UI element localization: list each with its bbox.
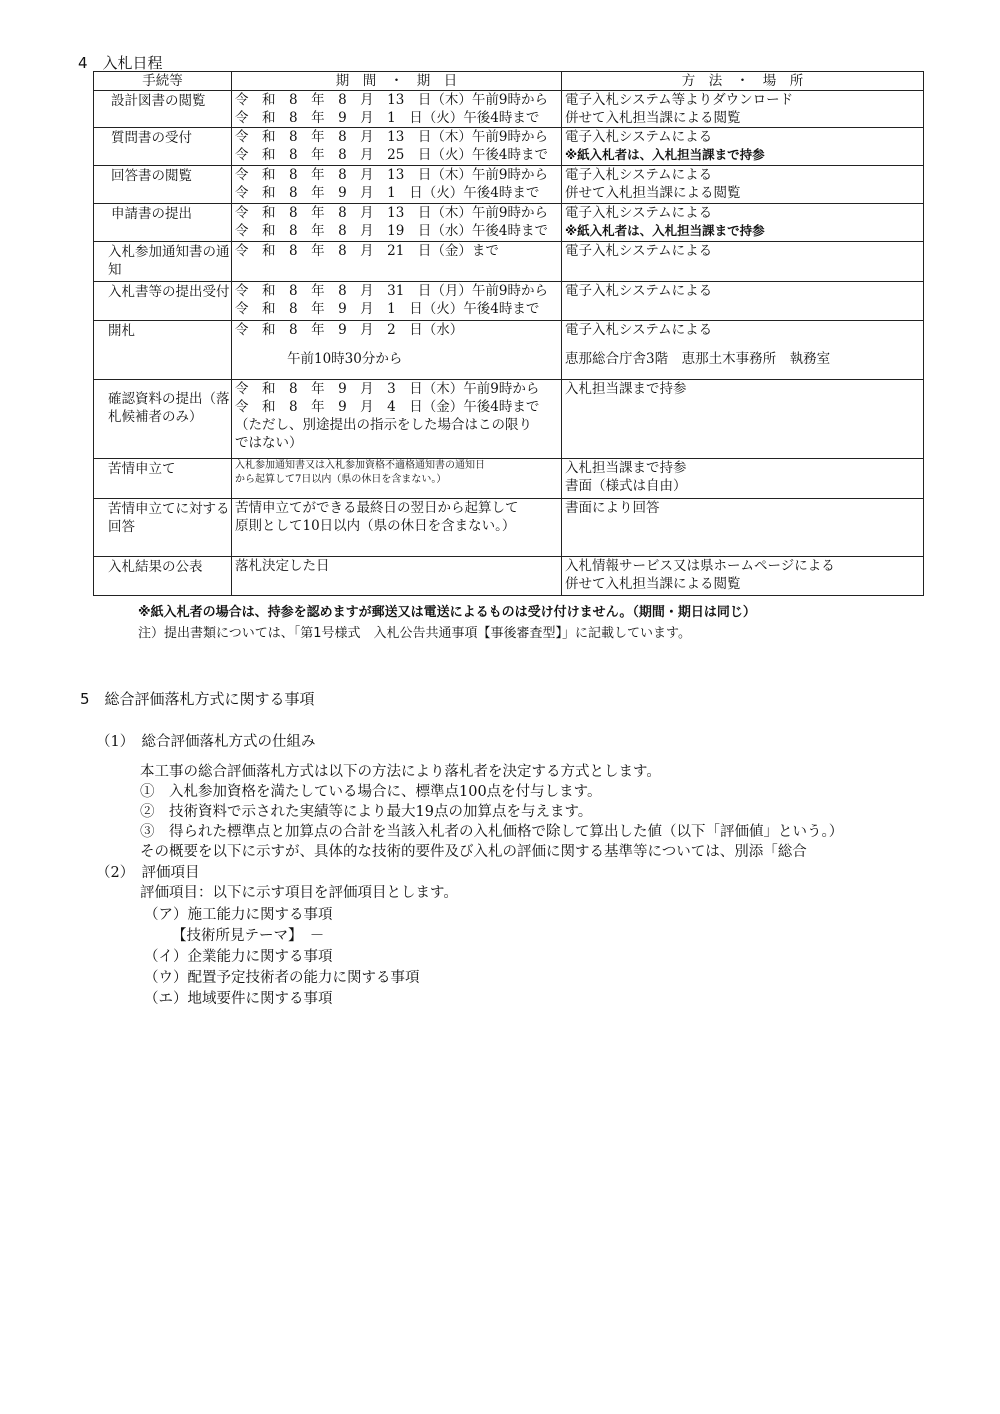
header-procedure: 手続等 [94, 72, 232, 91]
method-cell: 電子入札システムによる [562, 242, 924, 282]
period-cell: 苦情申立てができる最終日の翌日から起算して 原則として10日以内（県の休日を含まない。） [232, 499, 562, 557]
method-cell: 電子入札システムによる 併せて入札担当課による閲覧 [562, 166, 924, 204]
table-row [94, 91, 924, 128]
method-cell: 書面により回答 [562, 499, 924, 557]
procedure-cell: 入札参加通知書の通知 [94, 242, 232, 282]
period-cell: 令 和 8 年 9 月 3 日（木）午前9時から 令 和 8 年 9 月 4 日（金）午後4時まで （ただし、別途提出の指示をした場合はこの限り ではない） [232, 380, 562, 459]
list-item: ③ 得られた標準点と加算点の合計を当該入札者の入札価格で除して算出した値（以下「評価値」という。） [140, 824, 844, 840]
period-cell: 令 和 8 年 8 月 13 日（木）午前9時から 令 和 8 年 8 月 25 日（火）午後4時まで [232, 128, 562, 166]
method-cell: 電子入札システムによる [562, 282, 924, 321]
schedule-table [93, 71, 924, 596]
table-row [94, 204, 924, 242]
table-header-row [94, 72, 924, 91]
procedure-cell: 苦情申立て [94, 459, 232, 499]
procedure-cell: 開札 [94, 321, 232, 380]
subsection1-title: （1） 総合評価落札方式の仕組み [96, 734, 316, 750]
eval-intro: 評価項目：以下に示す項目を評価項目とします。 [140, 885, 458, 901]
note-documents: 注）提出書類については、「第1号様式 入札公告共通事項【事後審査型】」に記載しています。 [138, 626, 691, 641]
overview-text: その概要を以下に示すが、具体的な技術的要件及び入札の評価に関する基準等については、別添「総合 [140, 844, 807, 860]
procedure-cell: 入札書等の提出受付 [94, 282, 232, 321]
header-method: 方 法 ・ 場 所 [562, 72, 924, 91]
note-paper-bidders: ※紙入札者の場合は、持参を認めますが郵送又は電送によるものは受け付けません。（期間・期日は同じ） [138, 605, 756, 620]
table-row [94, 242, 924, 282]
list-item: ② 技術資料で示された実績等により最大19点の加算点を与えます。 [140, 804, 593, 820]
procedure-cell: 質問書の受付 [94, 128, 232, 166]
table-row [94, 282, 924, 321]
eval-item: （ア）施工能力に関する事項 [144, 907, 333, 923]
procedure-cell: 回答書の閲覧 [94, 166, 232, 204]
period-cell: 落札決定した日 [232, 557, 562, 596]
table-row [94, 459, 924, 499]
method-cell: 電子入札システムによる ※紙入札者は、入札担当課まで持参 [562, 128, 924, 166]
procedure-cell: 入札結果の公表 [94, 557, 232, 596]
eval-theme: 【技術所見テーマ】 － [172, 928, 325, 944]
table-row [94, 380, 924, 459]
period-cell: 入札参加通知書又は入札参加資格不適格通知書の通知日 から起算して7日以内（県の休日を含まない。） [232, 459, 562, 499]
period-cell: 令 和 8 年 8 月 13 日（木）午前9時から 令 和 8 年 8 月 19 日（水）午後4時まで [232, 204, 562, 242]
procedure-cell: 苦情申立てに対する回答 [94, 499, 232, 557]
method-cell: 電子入札システム等よりダウンロード 併せて入札担当課による閲覧 [562, 91, 924, 128]
method-cell: 入札担当課まで持参 書面（様式は自由） [562, 459, 924, 499]
procedure-cell: 確認資料の提出（落札候補者のみ） [94, 380, 232, 459]
list-item: ① 入札参加資格を満たしている場合に、標準点100点を付与します。 [140, 784, 602, 800]
section4-heading: 4 入札日程 [78, 54, 163, 72]
subsection2-title: （2） 評価項目 [96, 865, 200, 881]
method-cell: 入札担当課まで持参 [562, 380, 924, 459]
eval-item: （エ）地域要件に関する事項 [144, 991, 333, 1007]
table-row [94, 557, 924, 596]
method-cell: 入札情報サービス又は県ホームページによる 併せて入札担当課による閲覧 [562, 557, 924, 596]
table-row [94, 128, 924, 166]
header-period: 期 間 ・ 期 日 [232, 72, 562, 91]
table-row [94, 321, 924, 380]
procedure-cell: 設計図書の閲覧 [94, 91, 232, 128]
procedure-cell: 申請書の提出 [94, 204, 232, 242]
period-cell: 令 和 8 年 8 月 13 日（木）午前9時から 令 和 8 年 9 月 1 日（火）午後4時まで [232, 166, 562, 204]
table-row [94, 166, 924, 204]
intro-text: 本工事の総合評価落札方式は以下の方法により落札者を決定する方式とします。 [140, 764, 661, 780]
method-cell: 電子入札システムによる ※紙入札者は、入札担当課まで持参 [562, 204, 924, 242]
method-cell: 電子入札システムによる 恵那総合庁舎3階 恵那土木事務所 執務室 [562, 321, 924, 380]
period-cell: 令 和 8 年 8 月 13 日（木）午前9時から 令 和 8 年 9 月 1 日（火）午後4時まで [232, 91, 562, 128]
period-cell: 令 和 8 年 9 月 2 日（水） 午前10時30分から [232, 321, 562, 380]
table-row [94, 499, 924, 557]
period-cell: 令 和 8 年 8 月 21 日（金）まで [232, 242, 562, 282]
eval-item: （ウ）配置予定技術者の能力に関する事項 [144, 970, 420, 986]
section5-heading: 5 総合評価落札方式に関する事項 [80, 690, 315, 708]
eval-item: （イ）企業能力に関する事項 [144, 949, 333, 965]
period-cell: 令 和 8 年 8 月 31 日（月）午前9時から 令 和 8 年 9 月 1 日（火）午後4時まで [232, 282, 562, 321]
